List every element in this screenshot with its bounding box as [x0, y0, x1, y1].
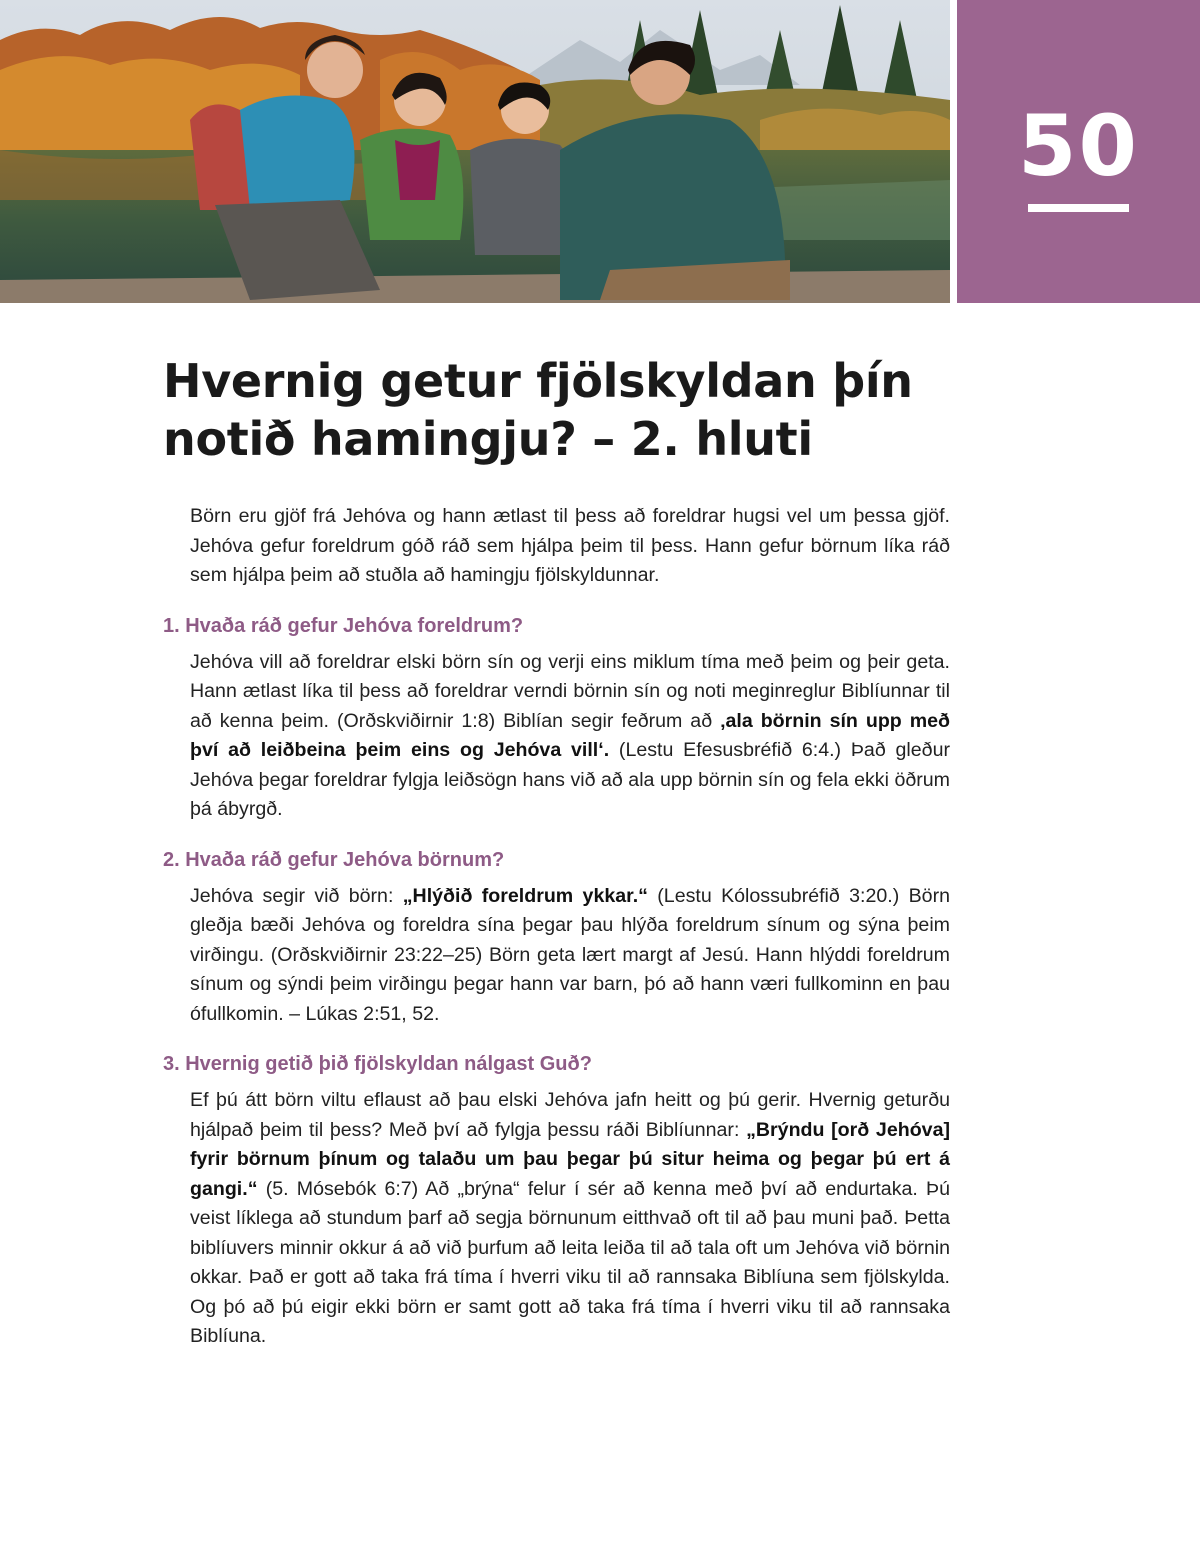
section-2-text-2: (Lestu Kólossubréfið 3:20.) Börn gleðja bæði Jehóva og foreldra sína þegar þau hlýða foreldrum sínum og sýna þeim virðingu. (Orðskviðirnir 23:22–25) Börn geta lært margt af Jesú. Hann hlýddi foreldrum sínum og sýndi þeim virðingu þegar hann var barn, þó að hann væri fullkominn en þau ófullkomin. – Lúkas 2:51, 52. [190, 884, 950, 1025]
lesson-content [163, 502, 953, 1352]
section-1-text-1: Jehóva vill að foreldrar elski börn sín og verji eins miklum tíma með þeim og þeir geta. Hann ætlast líka til þess að foreldrar verndi börnin sín og noti meginreglur Biblíunnar til að kenna þeim. (Orðskviðirnir 1:8) Biblían segir feðrum að [190, 650, 950, 732]
intro-paragraph: Börn eru gjöf frá Jehóva og hann ætlast til þess að foreldrar hugsi vel um þessa gjöf. Jehóva gefur foreldrum góð ráð sem hjálpa þeim til þess. Hann gefur börnum líka ráð sem hjálpa þeim að stuðla að hamingju fjölskyldunnar. [190, 505, 950, 586]
section-1-text-2: (Lestu Efesusbréfið 6:4.) Það gleður Jehóva þegar foreldrar fylgja leiðsögn hans við að ala upp börnin sín og fela ekki öðrum þá ábyrgð. [190, 739, 950, 820]
section-2-paragraph [190, 882, 950, 1030]
section-2-heading: 2. Hvaða ráð gefur Jehóva börnum? [163, 848, 505, 871]
family-by-lake-photo [0, 0, 950, 303]
section-3-text-1: Ef þú átt börn viltu eflaust að þau elski Jehóva jafn heitt og þú gerir. Hvernig geturðu hjálpað þeim til þess? Með því að fylgja þessu ráði Biblíunnar: [190, 1089, 950, 1141]
section-2-text-1: Jehóva segir við börn: [190, 884, 403, 907]
page-title: Hvernig getur fjölskyldan þín notið hamingju? – 2. hluti [163, 354, 913, 466]
lesson-number-box [957, 0, 1200, 303]
lesson-number-underline [1028, 204, 1129, 212]
section-3-bold-quote: „Brýndu [orð Jehóva] fyrir börnum þínum og talaðu um þau þegar þú situr heima og þegar þú ert á gangi.“ [190, 1118, 950, 1200]
section-3-heading: 3. Hvernig getið þið fjölskyldan nálgast Guð? [163, 1053, 592, 1075]
section-1-paragraph [190, 648, 950, 825]
section-2-bold-quote: „Hlýðið foreldrum ykkar.“ [402, 884, 648, 907]
lesson-number: 50 [1018, 97, 1139, 195]
section-3-text-2: (5. Mósebók 6:7) Að „brýna“ felur í sér að kenna með því að endurtaka. Þú veist líklega að stundum þarf að segja börnunum eitthvað oft til að þau muni það. Þetta biblíuvers minnir okkur á að við þurfum að leita leiða til að tala oft um Jehóva við börnin okkar. Það er gott að taka frá tíma í hverri viku til að rannsaka Biblíuna sem fjölskylda. Og þó að þú eigir ekki börn er samt gott að taka frá tíma í hverri viku til að rannsaka Biblíuna. [190, 1177, 950, 1347]
section-3-paragraph [190, 1086, 950, 1352]
section-1-heading: 1. Hvaða ráð gefur Jehóva foreldrum? [163, 614, 524, 637]
section-1-bold-quote: ‚ala börnin sín upp með því að leiðbeina þeim eins og Jehóva vill‘. [190, 709, 950, 761]
photo-illustration [0, 0, 950, 303]
